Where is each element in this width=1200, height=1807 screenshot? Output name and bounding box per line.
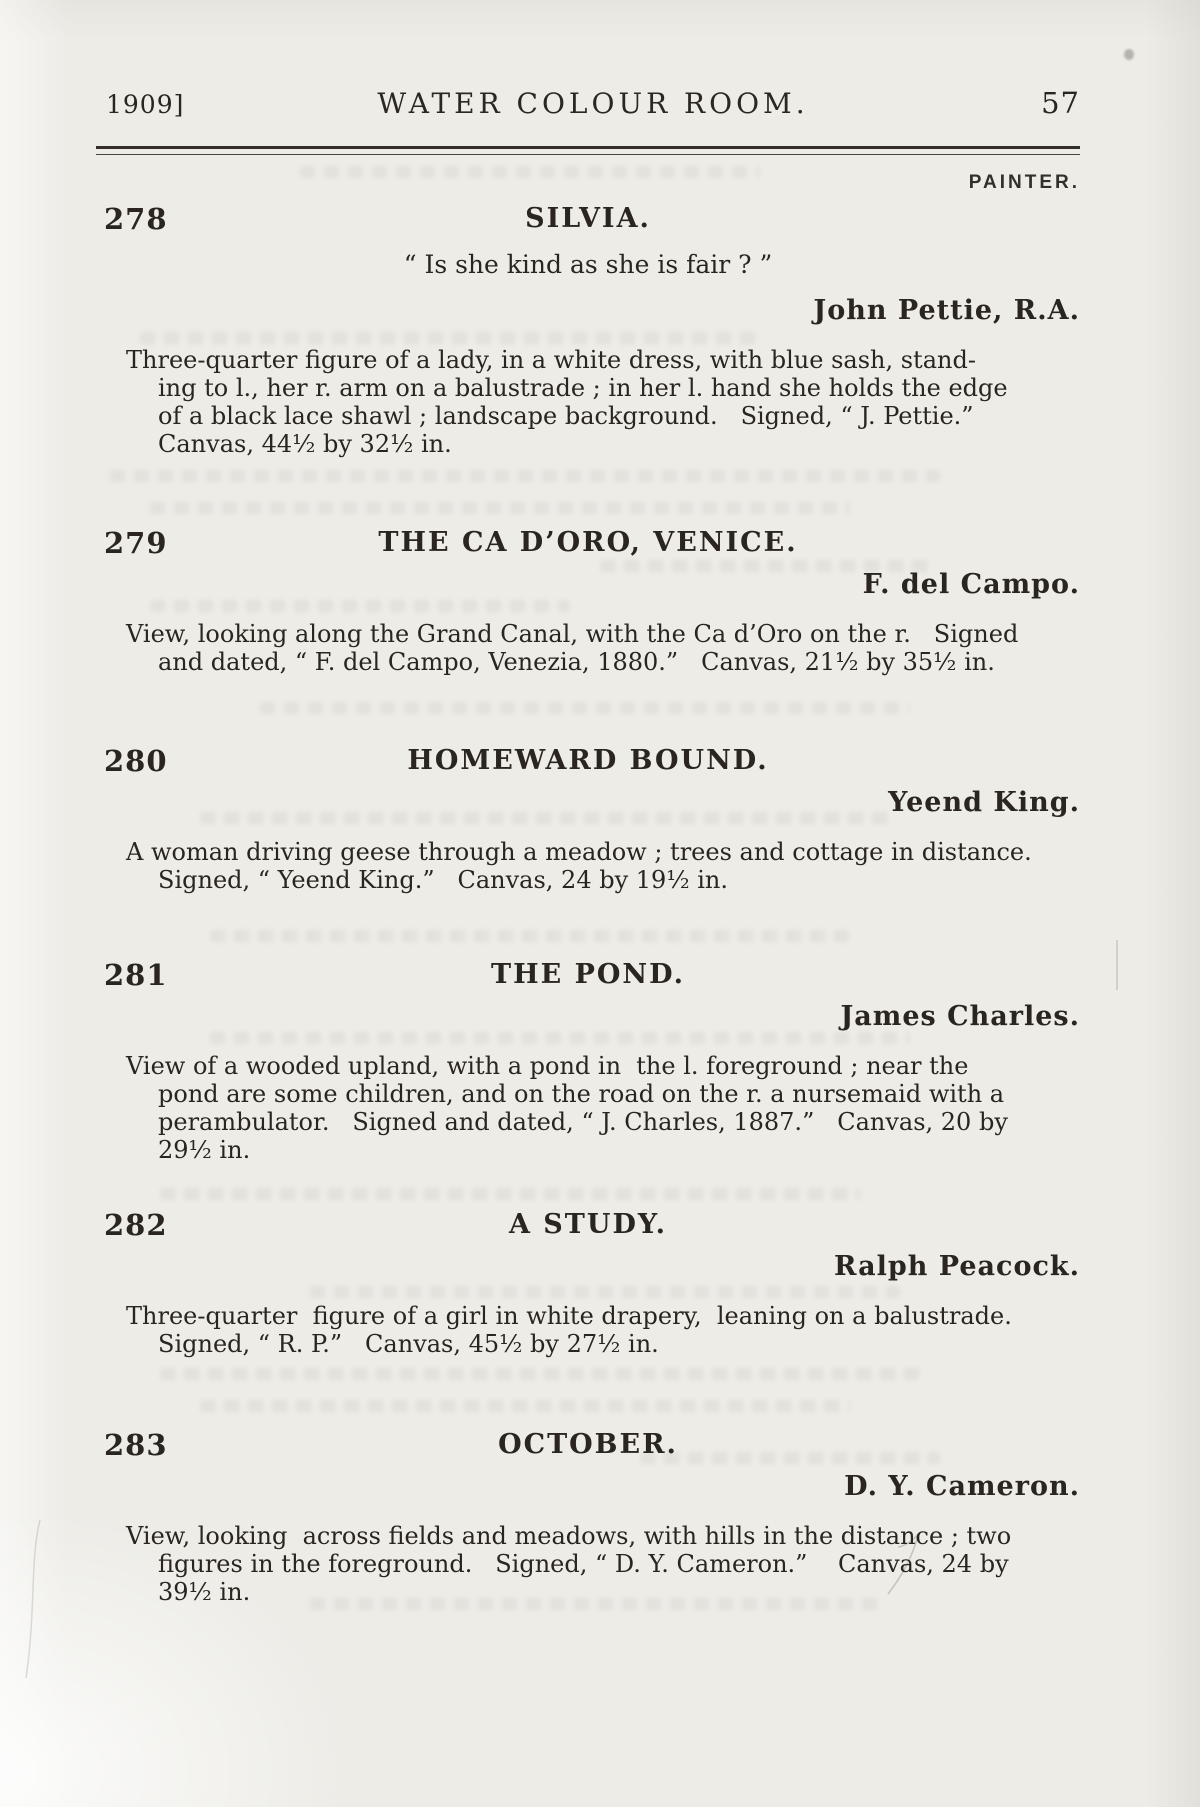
entry-title: HOMEWARD BOUND. — [407, 745, 769, 776]
entry-head — [96, 526, 1080, 560]
entry-quote: “ Is she kind as she is fair ? ” — [403, 250, 773, 279]
entry-title: THE POND. — [491, 959, 685, 990]
bleedthrough-ghost-line — [160, 1368, 920, 1380]
catalogue-entry-281 — [96, 958, 1080, 1164]
entry-painter: Ralph Peacock. — [834, 1251, 1080, 1282]
entry-number: 283 — [104, 1428, 168, 1462]
catalogue-entry-279 — [96, 526, 1080, 676]
entry-head — [96, 744, 1080, 778]
catalogue-entry-282 — [96, 1208, 1080, 1358]
entry-painter: D. Y. Cameron. — [844, 1471, 1080, 1502]
catalogue-entry-283 — [96, 1428, 1080, 1606]
bleedthrough-ghost-line — [200, 1400, 850, 1412]
margin-tick-mark — [1116, 940, 1118, 990]
running-title: WATER COLOUR ROOM. — [377, 87, 809, 120]
bleedthrough-ghost-line — [150, 502, 850, 514]
bleedthrough-ghost-line — [260, 702, 910, 714]
bleedthrough-ghost-line — [110, 470, 940, 482]
painter-column-label: PAINTER. — [968, 172, 1080, 193]
entry-painter: Yeend King. — [888, 787, 1080, 818]
header-double-rule — [96, 146, 1080, 155]
catalogue-entry-278 — [96, 202, 1080, 458]
entry-description: Three-quarter figure of a girl in white drapery, leaning on a balustrade. Signed, “ R. P.” Canvas, 45½ by 27½ in. — [126, 1302, 1012, 1358]
entry-head — [96, 1208, 1080, 1242]
entry-description: View of a wooded upland, with a pond in the l. foreground ; near the pond are some children, and on the road on the r. a nursemaid with a perambulator. Signed and dated, “ J. Charles, 1887.” Canvas, 20 by 29½ in. — [126, 1052, 1008, 1164]
entry-title: THE CA D’ORO, VENICE. — [378, 527, 798, 558]
entry-painter: F. del Campo. — [862, 569, 1080, 600]
margin-crease-mark — [22, 1520, 46, 1680]
entry-title: SILVIA. — [525, 203, 651, 234]
year-marker: 1909] — [106, 90, 185, 119]
scan-speck — [1124, 49, 1134, 60]
entry-title: A STUDY. — [508, 1209, 668, 1240]
entry-description: View, looking across fields and meadows, with hills in the distance ; two figures in the foreground. Signed, “ D. Y. Cameron.” Canvas, 24 by 39½ in. — [126, 1522, 1012, 1606]
page-header — [96, 86, 1080, 120]
entry-number: 282 — [104, 1208, 168, 1242]
page-number: 57 — [1041, 86, 1080, 120]
entry-head — [96, 202, 1080, 236]
entry-head — [96, 1428, 1080, 1462]
entry-title: OCTOBER. — [498, 1429, 678, 1460]
catalogue-entry-280 — [96, 744, 1080, 894]
entry-number: 280 — [104, 744, 168, 778]
entry-description: Three-quarter figure of a lady, in a white dress, with blue sash, stand- ing to l., her r. arm on a balustrade ; in her l. hand she holds the edge of a black lace shawl ; landscape background. Signed, “ J. Pettie.” Canvas, 44½ by 32½ in. — [126, 346, 1008, 458]
entry-description: View, looking along the Grand Canal, with the Ca d’Oro on the r. Signed and dated, “ F. del Campo, Venezia, 1880.” Canvas, 21½ by 35½ in. — [126, 620, 1019, 676]
bleedthrough-ghost-line — [160, 1188, 860, 1200]
entry-description: A woman driving geese through a meadow ; trees and cottage in distance. Signed, “ Yeend King.” Canvas, 24 by 19½ in. — [126, 838, 1032, 894]
entry-number: 281 — [104, 958, 168, 992]
bleedthrough-ghost-line — [210, 930, 850, 942]
entry-head — [96, 958, 1080, 992]
entry-painter: John Pettie, R.A. — [813, 295, 1080, 326]
entry-number: 278 — [104, 202, 168, 236]
entry-number: 279 — [104, 526, 168, 560]
entry-painter: James Charles. — [840, 1001, 1080, 1032]
